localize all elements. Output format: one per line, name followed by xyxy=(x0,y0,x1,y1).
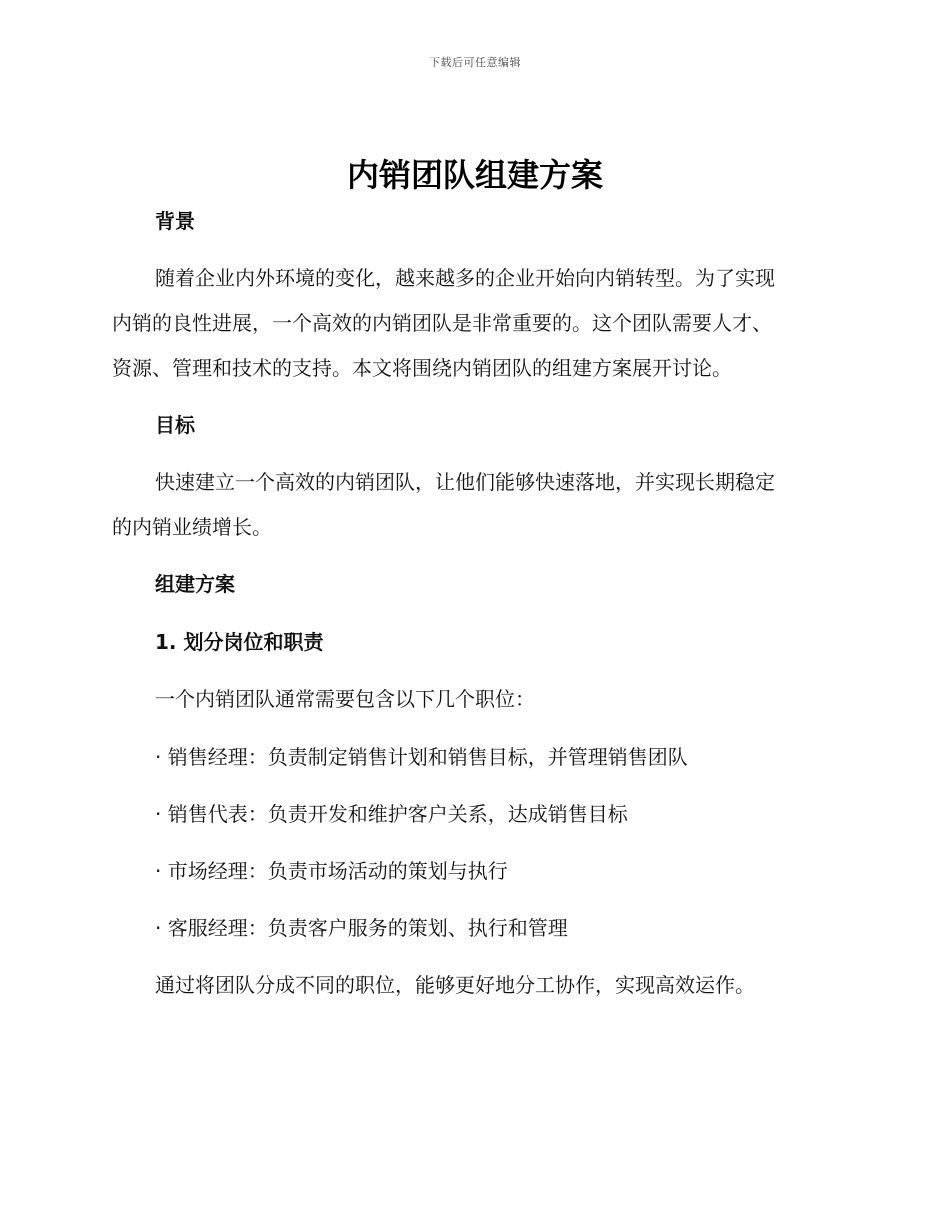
background-line-2: 内销的良性进展，一个高效的内销团队是非常重要的。这个团队需要人才、 xyxy=(112,311,772,335)
goal-paragraph xyxy=(112,460,832,550)
section-heading-goal: 目标 xyxy=(155,413,195,437)
page-title: 内销团队组建方案 xyxy=(346,156,603,194)
subheading-roles: 1. 划分岗位和职责 xyxy=(155,630,324,654)
role-item-marketing-manager: · 市场经理：负责市场活动的策划与执行 xyxy=(155,859,508,883)
plan-intro: 一个内销团队通常需要包含以下几个职位： xyxy=(155,687,535,711)
role-item-sales-rep: · 销售代表：负责开发和维护客户关系，达成销售目标 xyxy=(155,802,628,826)
role-item-sales-manager: · 销售经理：负责制定销售计划和销售目标，并管理销售团队 xyxy=(155,745,688,769)
section-heading-plan: 组建方案 xyxy=(155,572,235,596)
background-paragraph xyxy=(112,256,832,391)
goal-line-2: 的内销业绩增长。 xyxy=(112,515,272,539)
plan-conclusion: 通过将团队分成不同的职位，能够更好地分工协作，实现高效运作。 xyxy=(155,973,755,997)
background-line-3: 资源、管理和技术的支持。本文将围绕内销团队的组建方案展开讨论。 xyxy=(112,356,732,380)
section-heading-background: 背景 xyxy=(155,209,195,233)
role-item-service-manager: · 客服经理：负责客户服务的策划、执行和管理 xyxy=(155,916,568,940)
header-note: 下载后可任意编辑 xyxy=(429,56,521,69)
goal-line-1: 快速建立一个高效的内销团队，让他们能够快速落地，并实现长期稳定 xyxy=(155,470,775,494)
background-line-1: 随着企业内外环境的变化，越来越多的企业开始向内销转型。为了实现 xyxy=(155,266,775,290)
